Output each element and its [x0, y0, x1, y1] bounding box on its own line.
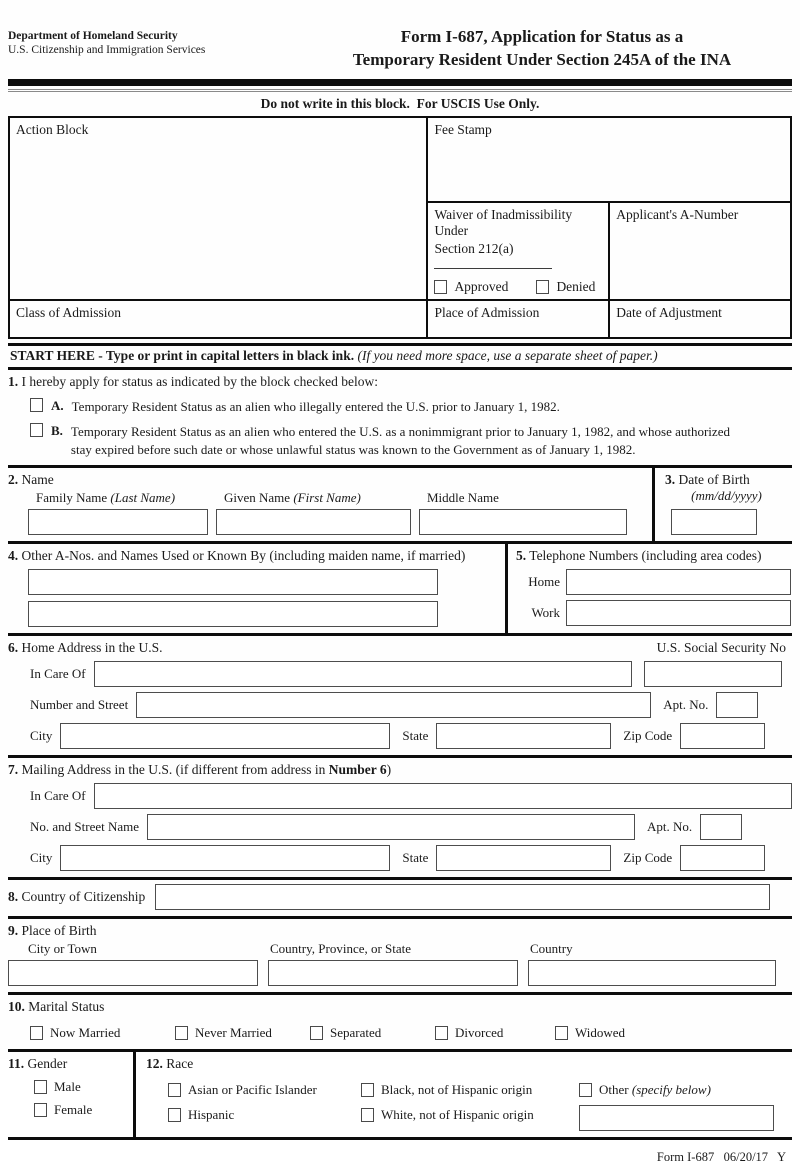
waiver-checkboxes	[434, 279, 602, 295]
race-black-option[interactable]	[361, 1082, 579, 1098]
other-race-input[interactable]	[579, 1105, 774, 1131]
section-11-heading: 11. Gender	[8, 1055, 68, 1071]
section-1-apply-for-status	[8, 370, 792, 465]
form-header	[0, 0, 800, 72]
section-7-heading: 7. Mailing Address in the U.S. (if different from address in Number 6)	[8, 761, 392, 777]
dob-format-hint: (mm/dd/yyyy)	[691, 487, 762, 503]
never-married-label: Never Married	[195, 1024, 272, 1040]
mail-apt-input[interactable]	[700, 814, 742, 840]
section-5-heading: 5. Telephone Numbers (including area codes)	[516, 547, 762, 563]
asian-pacific-checkbox[interactable]	[168, 1083, 181, 1097]
male-label: Male	[54, 1078, 81, 1094]
section-8-heading: 8. Country of Citizenship	[8, 888, 146, 904]
home-phone-row	[516, 569, 792, 595]
never-married-checkbox[interactable]	[175, 1026, 188, 1040]
birth-country-input[interactable]	[528, 960, 776, 986]
mail-city-input[interactable]	[60, 845, 390, 871]
other-race-label: Other (specify below)	[599, 1081, 711, 1097]
section-12-heading: 12. Race	[146, 1055, 194, 1071]
mail-in-care-of-label: In Care Of	[30, 787, 86, 803]
waiver-cell	[427, 202, 609, 300]
section-4-5-row	[8, 541, 792, 633]
date-of-adjustment-label: Date of Adjustment	[616, 304, 722, 320]
form-title	[292, 26, 792, 72]
family-name-input[interactable]	[28, 509, 208, 535]
ssn-label: U.S. Social Security No	[656, 639, 786, 655]
home-apt-input[interactable]	[716, 692, 758, 718]
denied-checkbox[interactable]	[536, 280, 549, 294]
family-name-label: Family Name (Last Name)	[36, 489, 176, 505]
start-here-instruction	[8, 343, 792, 370]
status-a-checkbox[interactable]	[30, 398, 43, 412]
home-street-input[interactable]	[136, 692, 651, 718]
place-of-admission-label: Place of Admission	[434, 304, 540, 320]
race-column-1	[168, 1082, 361, 1131]
marital-status-options	[30, 1025, 792, 1041]
race-asian-option[interactable]	[168, 1082, 361, 1098]
male-checkbox[interactable]	[34, 1080, 47, 1094]
action-block-cell	[9, 117, 427, 300]
waiver-line1: Waiver of Inadmissibility Under	[434, 206, 573, 238]
mail-city-label: City	[30, 849, 53, 865]
separated-checkbox[interactable]	[310, 1026, 323, 1040]
waiver-line2: Section 212(a)	[434, 241, 602, 273]
middle-name-input[interactable]	[419, 509, 627, 535]
given-name-label: Given Name (First Name)	[224, 489, 361, 505]
section-4-other-names	[8, 544, 505, 633]
a-number-cell	[609, 202, 791, 300]
header-rule	[8, 79, 792, 86]
class-of-admission-cell	[9, 300, 427, 338]
section-3-date-of-birth	[652, 468, 792, 541]
birth-city-field	[8, 941, 258, 986]
home-phone-input[interactable]	[566, 569, 791, 595]
mail-street-label: No. and Street Name	[30, 818, 140, 834]
marital-separated-option[interactable]	[310, 1025, 435, 1041]
hispanic-label: Hispanic	[188, 1106, 235, 1122]
waiver-write-in-line	[434, 257, 552, 269]
black-checkbox[interactable]	[361, 1083, 374, 1097]
section-12-race	[133, 1052, 792, 1137]
class-of-admission-label: Class of Admission	[16, 304, 122, 320]
section-10-marital-status	[8, 992, 792, 1049]
section-8-citizenship	[8, 877, 792, 916]
uscis-use-only-table	[8, 116, 792, 339]
home-city-label: City	[30, 727, 53, 743]
uscis-only-banner: Do not write in this block. For USCIS Use Only.	[260, 95, 540, 111]
place-of-admission-cell	[427, 300, 609, 338]
ssn-input[interactable]	[644, 661, 782, 687]
gender-male-option[interactable]	[34, 1079, 133, 1095]
section-2-name	[8, 468, 652, 541]
date-of-adjustment-cell	[609, 300, 791, 338]
divorced-checkbox[interactable]	[435, 1026, 448, 1040]
section-2-heading: 2. Name	[8, 471, 54, 487]
approved-label: Approved	[454, 278, 509, 294]
fee-stamp-cell	[427, 117, 791, 202]
birth-province-field	[268, 941, 518, 986]
denied-label: Denied	[556, 278, 596, 294]
status-b-label: Temporary Resident Status as an alien who entered the U.S. as a nonimmigrant prior to January 1, 1982, and whose authorized stay expired before such date or whose unlawful status was known to the Government as of January 1, 1982.	[70, 424, 730, 457]
home-zip-label: Zip Code	[623, 727, 673, 743]
widowed-checkbox[interactable]	[555, 1026, 568, 1040]
female-checkbox[interactable]	[34, 1103, 47, 1117]
status-b-checkbox[interactable]	[30, 423, 43, 437]
a-number-label: Applicant's A-Number	[616, 206, 739, 222]
mail-zip-label: Zip Code	[623, 849, 673, 865]
waiver-denied-option[interactable]	[536, 279, 595, 295]
home-in-care-of-label: In Care Of	[30, 665, 86, 681]
marital-now-married-option[interactable]	[30, 1025, 175, 1041]
header-double-rule	[8, 89, 792, 92]
waiver-approved-option[interactable]	[434, 279, 508, 295]
hispanic-checkbox[interactable]	[168, 1108, 181, 1122]
family-name-field	[8, 490, 208, 535]
race-other-option[interactable]	[579, 1082, 789, 1098]
mail-state-input[interactable]	[436, 845, 611, 871]
section-11-12-row	[8, 1049, 792, 1137]
other-names-input-2[interactable]	[28, 601, 438, 627]
black-label: Black, not of Hispanic origin	[381, 1081, 533, 1097]
middle-name-label: Middle Name	[427, 489, 499, 505]
other-names-input-1[interactable]	[28, 569, 438, 595]
work-phone-label: Work	[531, 604, 560, 620]
race-column-3	[579, 1082, 789, 1131]
home-state-input[interactable]	[436, 723, 611, 749]
birth-country-field	[528, 941, 776, 986]
birth-country-label: Country	[530, 940, 573, 956]
home-phone-label: Home	[528, 573, 560, 589]
section-7-mailing-address	[8, 755, 792, 877]
mail-street-input[interactable]	[147, 814, 635, 840]
white-checkbox[interactable]	[361, 1108, 374, 1122]
asian-pacific-label: Asian or Pacific Islander	[188, 1081, 317, 1097]
section-4-heading: 4. Other A-Nos. and Names Used or Known By (including maiden name, if married)	[8, 547, 466, 563]
given-name-field	[216, 490, 411, 535]
separated-label: Separated	[330, 1024, 382, 1040]
gender-female-option[interactable]	[34, 1102, 133, 1118]
female-label: Female	[54, 1101, 93, 1117]
birth-city-label: City or Town	[28, 940, 97, 956]
status-option-b[interactable]: B. Temporary Resident Status as an alien who entered the U.S. as a nonimmigrant prior to January 1, 1982, and whose authorized stay expired before such date or whose unlawful status was known to the Government as of January 1, 1982.	[30, 423, 770, 458]
agency-subname: U.S. Citizenship and Immigration Services	[8, 44, 206, 56]
race-white-option[interactable]	[361, 1107, 579, 1123]
mail-in-care-of-input[interactable]	[94, 783, 792, 809]
given-name-input[interactable]	[216, 509, 411, 535]
home-street-label: Number and Street	[30, 696, 129, 712]
section-6-home-address	[8, 633, 792, 755]
marital-divorced-option[interactable]	[435, 1025, 555, 1041]
birth-province-input[interactable]	[268, 960, 518, 986]
now-married-label: Now Married	[50, 1024, 121, 1040]
start-here-italic: (If you need more space, use a separate sheet of paper.)	[357, 347, 658, 363]
citizenship-input[interactable]	[155, 884, 770, 910]
home-zip-input[interactable]	[680, 723, 765, 749]
status-option-a[interactable]: A. Temporary Resident Status as an alien who illegally entered the U.S. prior to January 1, 1982.	[30, 398, 770, 416]
race-hispanic-option[interactable]	[168, 1107, 361, 1123]
action-block-label: Action Block	[16, 121, 89, 137]
middle-name-field	[419, 490, 627, 535]
section-9-heading: 9. Place of Birth	[8, 922, 97, 938]
work-phone-row	[516, 600, 792, 626]
status-a-label: Temporary Resident Status as an alien who illegally entered the U.S. prior to January 1, 1982.	[71, 398, 560, 414]
section-3-heading: 3. Date of Birth	[665, 471, 750, 487]
section-2-3-row	[8, 465, 792, 541]
approved-checkbox[interactable]	[434, 280, 447, 294]
form-title-line1: Form I-687, Application for Status as a	[400, 27, 684, 46]
section-11-gender	[8, 1052, 133, 1137]
work-phone-input[interactable]	[566, 600, 791, 626]
birth-city-input[interactable]	[8, 960, 258, 986]
agency-block	[8, 30, 205, 72]
home-city-input[interactable]	[60, 723, 390, 749]
form-title-line2: Temporary Resident Under Section 245A of the INA	[352, 49, 732, 69]
form-footer: Form I-687 06/20/17 Y	[656, 1149, 786, 1164]
race-column-2	[361, 1082, 579, 1131]
start-here-bold: START HERE - Type or print in capital letters in black ink.	[10, 347, 358, 363]
mail-apt-label: Apt. No.	[647, 818, 693, 834]
section-9-place-of-birth	[8, 916, 792, 992]
mail-zip-input[interactable]	[680, 845, 765, 871]
marital-never-married-option[interactable]	[175, 1025, 310, 1041]
date-of-birth-input[interactable]	[671, 509, 757, 535]
fee-stamp-label: Fee Stamp	[434, 121, 492, 137]
birth-province-label: Country, Province, or State	[270, 940, 412, 956]
agency-name: Department of Homeland Security	[8, 30, 178, 42]
now-married-checkbox[interactable]	[30, 1026, 43, 1040]
mail-state-label: State	[402, 849, 429, 865]
home-state-label: State	[402, 727, 429, 743]
divorced-label: Divorced	[455, 1024, 504, 1040]
other-race-checkbox[interactable]	[579, 1083, 592, 1097]
section-5-telephone	[505, 544, 792, 633]
home-in-care-of-input[interactable]	[94, 661, 632, 687]
section-10-heading: 10. Marital Status	[8, 998, 105, 1014]
white-label: White, not of Hispanic origin	[381, 1106, 534, 1122]
widowed-label: Widowed	[575, 1024, 626, 1040]
section-1-heading: 1. I hereby apply for status as indicated by the block checked below:	[8, 373, 379, 389]
marital-widowed-option[interactable]	[555, 1025, 685, 1041]
home-apt-label: Apt. No.	[663, 696, 709, 712]
section-6-heading: 6. Home Address in the U.S.	[8, 639, 163, 655]
